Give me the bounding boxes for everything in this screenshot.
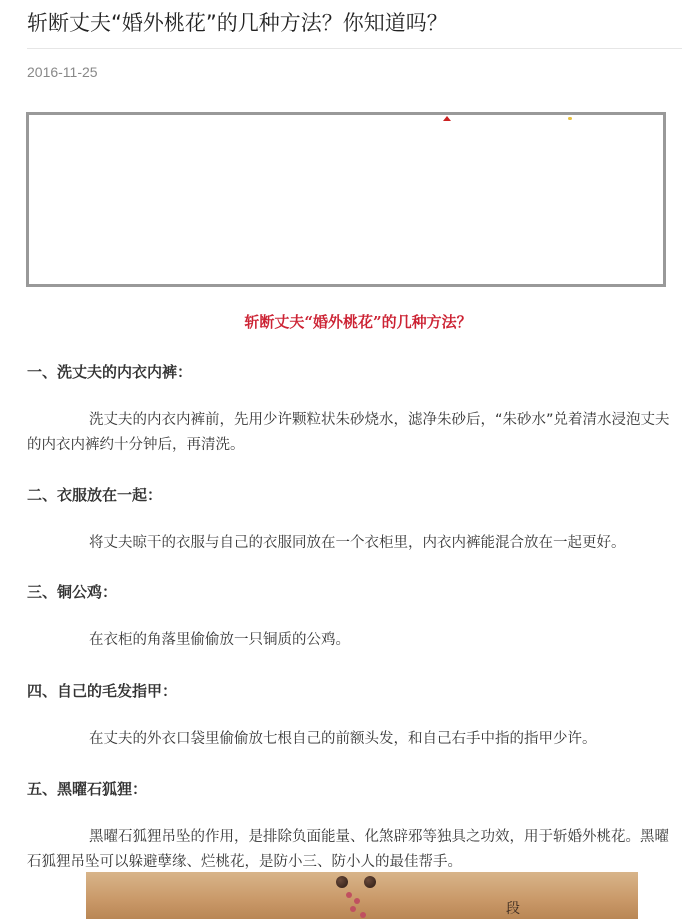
section-heading-2: 二、衣服放在一起：: [27, 486, 163, 504]
banner-image: [26, 112, 666, 287]
pendant-photo: [86, 872, 638, 919]
banner-red-mark: [443, 116, 451, 121]
banner-yellow-mark: [568, 117, 572, 120]
section-heading-5: 五、黑曜石狐狸：: [27, 780, 148, 798]
article-title: 斩断丈夫“婚外桃花”的几种方法？你知道吗？: [27, 11, 448, 35]
publish-date: 2016-11-25: [27, 64, 98, 80]
bead-necklace: [334, 872, 380, 919]
section-body-4: 在丈夫的外衣口袋里偷偷放七根自己的前额头发，和自己右手中指的指甲少许。: [89, 731, 597, 747]
section-body-1: 洗丈夫的内衣内裤前，先用少许颗粒状朱砂烧水，滤净朱砂后，“朱砂水”兑着清水浸泡丈夫的内衣内裤约十分钟后，再清洗。: [27, 412, 670, 453]
section-body-5: 黑曜石狐狸吊坠的作用，是排除负面能量、化煞辟邪等独具之功效，用于斩婚外桃花。黑曜石狐狸吊坠可以躲避孽缘、烂桃花，是防小三、防小人的最佳帮手。: [27, 829, 669, 870]
section-heading-3: 三、铜公鸡：: [27, 583, 118, 601]
section-body-3: 在衣柜的角落里偷偷放一只铜质的公鸡。: [89, 632, 350, 648]
photo-partial-text: 段: [506, 901, 520, 917]
section-body-2: 将丈夫晾干的衣服与自己的衣服同放在一个衣柜里，内衣内裤能混合放在一起更好。: [89, 535, 626, 551]
article-subtitle: 斩断丈夫“婚外桃花”的几种方法？: [244, 313, 472, 331]
section-heading-4: 四、自己的毛发指甲：: [27, 682, 178, 700]
title-divider: [27, 48, 682, 49]
section-heading-1: 一、洗丈夫的内衣内裤：: [27, 363, 193, 381]
